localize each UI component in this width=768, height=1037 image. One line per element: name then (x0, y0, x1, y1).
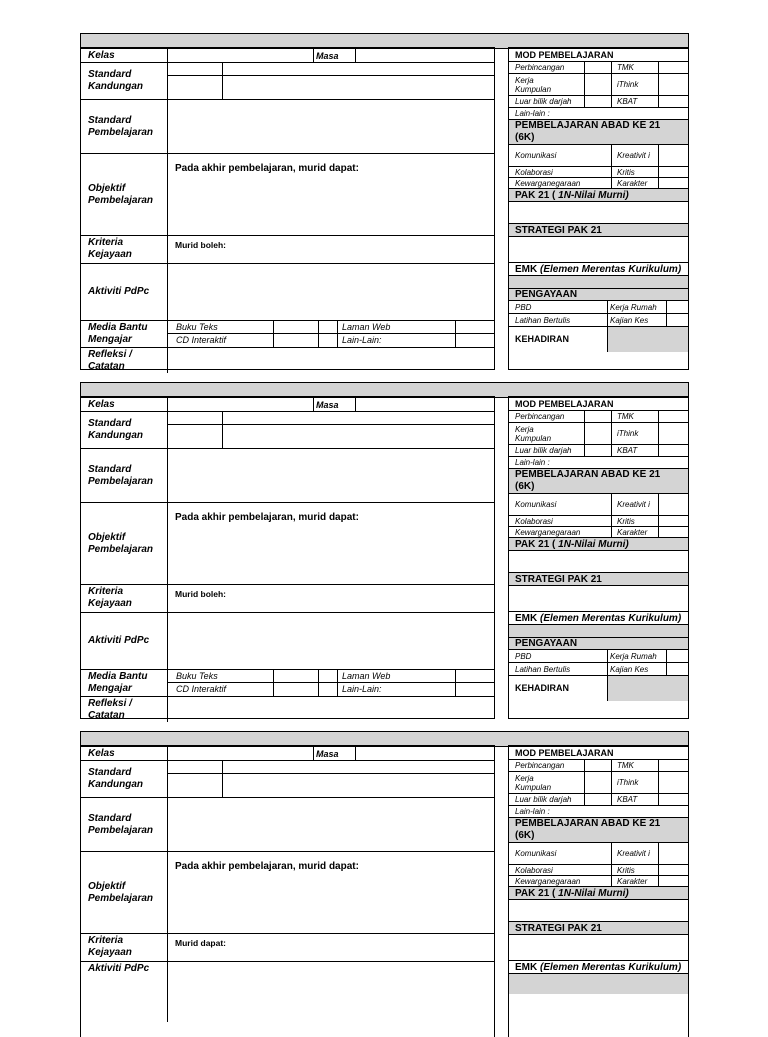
pak21-heading (509, 189, 688, 202)
pengayaan-row-2 (509, 314, 688, 327)
abad21-row-1 (509, 494, 688, 516)
mod-row-1 (509, 411, 688, 423)
media-cd: CD Interaktif (176, 684, 227, 694)
label-media: Media Bantu Mengajar (81, 321, 168, 347)
row-standard-pembelajaran (81, 100, 494, 154)
row-media (81, 670, 494, 697)
emk-heading (509, 612, 688, 625)
mod-row-3 (509, 794, 688, 806)
masa-field[interactable] (356, 747, 494, 760)
opt-pbd[interactable]: PBD (515, 651, 532, 661)
masa-field[interactable] (356, 398, 494, 411)
label-standard-kandungan: Standard Kandungan (81, 412, 168, 448)
strategi-heading: STRATEGI PAK 21 (509, 224, 688, 237)
opt-kolaborasi[interactable]: Kolaborasi (515, 865, 553, 875)
abad21-row-2 (509, 516, 688, 527)
kehadiran-label: KEHADIRAN (515, 683, 569, 693)
aktiviti-field[interactable] (169, 264, 494, 320)
strategi-heading: STRATEGI PAK 21 (509, 573, 688, 586)
pak21-prefix: PAK 21 ( (515, 887, 559, 899)
emk-spacer (509, 276, 688, 289)
mod-row-2 (509, 772, 688, 794)
opt-kbat[interactable]: KBAT (617, 795, 638, 804)
opt-kritis[interactable]: Kritis (617, 516, 635, 526)
opt-ithink[interactable]: iThink (617, 778, 639, 787)
lesson-plan-form-3 (80, 731, 689, 1024)
opt-kewarganegaraan[interactable]: Kewarganegaraan (515, 876, 581, 886)
opt-latihan-bertulis[interactable]: Latihan Bertulis (515, 664, 571, 674)
row-kriteria (81, 934, 494, 962)
opt-komunikasi[interactable]: Komunikasi (515, 500, 557, 509)
label-aktiviti: Aktiviti PdPc (81, 962, 168, 1022)
media-lain: Lain-Lain: (342, 684, 382, 694)
row-aktiviti (81, 613, 494, 670)
label-standard-pembelajaran: Standard Pembelajaran (81, 449, 168, 502)
abad21-row-3 (509, 178, 688, 189)
right-panel (508, 745, 689, 1037)
opt-kerja-kumpulan[interactable]: Kerja Kumpulan (515, 773, 552, 792)
media-laman-web: Laman Web (342, 671, 391, 681)
kelas-field[interactable] (169, 49, 313, 62)
right-panel (508, 47, 689, 370)
pak21-prefix: PAK 21 ( (515, 189, 559, 201)
label-kelas: Kelas (81, 398, 168, 411)
abad21-row-1 (509, 843, 688, 865)
opt-tmk[interactable]: TMK (617, 761, 634, 770)
emk-spacer (509, 974, 688, 994)
media-buku-teks: Buku Teks (176, 671, 218, 681)
abad21-row-2 (509, 865, 688, 876)
refleksi-field[interactable] (169, 697, 494, 722)
row-standard-kandungan (81, 761, 494, 798)
media-lain: Lain-Lain: (342, 335, 382, 345)
opt-perbincangan[interactable]: Perbincangan (515, 412, 565, 421)
right-panel (508, 396, 689, 719)
abad21-row-3 (509, 876, 688, 887)
media-cd: CD Interaktif (176, 335, 227, 345)
standard-kandungan-field[interactable] (223, 412, 494, 448)
label-standard-kandungan: Standard Kandungan (81, 63, 168, 99)
label-standard-pembelajaran: Standard Pembelajaran (81, 100, 168, 153)
lesson-plan-form-2 (80, 382, 689, 720)
kehadiran-row (509, 327, 688, 352)
label-objektif: Objektif Pembelajaran (81, 852, 168, 933)
pak21-heading (509, 538, 688, 551)
label-aktiviti: Aktiviti PdPc (81, 613, 168, 669)
refleksi-field[interactable] (169, 348, 494, 373)
opt-kewarganegaraan[interactable]: Kewarganegaraan (515, 178, 581, 188)
opt-luar-bilik-darjah[interactable]: Luar bilik darjah (515, 446, 572, 455)
emk-italic: (Elemen Merentas Kurikulum) (540, 612, 682, 624)
label-media: Media Bantu Mengajar (81, 670, 168, 696)
opt-ithink[interactable]: iThink (617, 429, 639, 438)
opt-kreativiti[interactable]: Kreativit i (617, 151, 650, 160)
opt-kajian-kes[interactable]: Kajian Kes (610, 664, 649, 674)
pak21-field[interactable] (509, 900, 688, 922)
opt-perbincangan[interactable]: Perbincangan (515, 761, 565, 770)
row-kriteria (81, 236, 494, 264)
standard-pembelajaran-field[interactable] (169, 798, 494, 851)
label-kriteria: Kriteria Kejayaan (81, 236, 168, 263)
label-kelas: Kelas (81, 49, 168, 62)
opt-komunikasi[interactable]: Komunikasi (515, 151, 557, 160)
mod-pembelajaran-heading: MOD PEMBELAJARAN (509, 49, 688, 62)
pak21-heading (509, 887, 688, 900)
mod-pembelajaran-heading: MOD PEMBELAJARAN (509, 747, 688, 760)
opt-tmk[interactable]: TMK (617, 412, 634, 421)
standard-pembelajaran-field[interactable] (169, 100, 494, 153)
lesson-plan-form-1 (80, 33, 689, 371)
row-refleksi (81, 697, 494, 722)
strategi-field[interactable] (509, 586, 688, 612)
abad21-row-3 (509, 527, 688, 538)
opt-kerja-kumpulan[interactable]: Kerja Kumpulan (515, 75, 552, 94)
mod-row-4 (509, 806, 688, 818)
opt-kewarganegaraan[interactable]: Kewarganegaraan (515, 527, 581, 537)
opt-perbincangan[interactable]: Perbincangan (515, 63, 565, 72)
mod-row-4 (509, 108, 688, 120)
strategi-field[interactable] (509, 935, 688, 961)
label-masa: Masa (316, 748, 339, 759)
abad21-row-1 (509, 145, 688, 167)
row-standard-kandungan (81, 63, 494, 100)
media-laman-web: Laman Web (342, 322, 391, 332)
opt-kbat[interactable]: KBAT (617, 446, 638, 455)
opt-kerja-rumah[interactable]: Kerja Rumah (610, 651, 657, 661)
standard-pembelajaran-field[interactable] (169, 449, 494, 502)
label-aktiviti: Aktiviti PdPc (81, 264, 168, 320)
opt-latihan-bertulis[interactable]: Latihan Bertulis (515, 315, 571, 325)
mod-pembelajaran-heading: MOD PEMBELAJARAN (509, 398, 688, 411)
opt-kerja-kumpulan[interactable]: Kerja Kumpulan (515, 424, 552, 443)
aktiviti-field[interactable] (169, 962, 494, 1022)
emk-heading (509, 961, 688, 974)
label-kelas: Kelas (81, 747, 168, 760)
strategi-heading: STRATEGI PAK 21 (509, 922, 688, 935)
mod-row-2 (509, 423, 688, 445)
row-kelas (81, 747, 494, 761)
opt-lain-lain[interactable]: Lain-lain : (515, 109, 550, 118)
row-aktiviti (81, 962, 494, 1022)
opt-kreativiti[interactable]: Kreativit i (617, 500, 650, 509)
objektif-text: Pada akhir pembelajaran, murid dapat: (175, 163, 359, 174)
opt-lain-lain[interactable]: Lain-lain : (515, 458, 550, 467)
pak21-field[interactable] (509, 202, 688, 224)
mod-row-3 (509, 445, 688, 457)
abad21-heading: PEMBELAJARAN ABAD KE 21 (6K) (509, 120, 688, 145)
opt-kolaborasi[interactable]: Kolaborasi (515, 167, 553, 177)
media-buku-teks: Buku Teks (176, 322, 218, 332)
opt-kerja-rumah[interactable]: Kerja Rumah (610, 302, 657, 312)
label-objektif: Objektif Pembelajaran (81, 154, 168, 235)
masa-field[interactable] (356, 49, 494, 62)
row-standard-pembelajaran (81, 798, 494, 852)
opt-kolaborasi[interactable]: Kolaborasi (515, 516, 553, 526)
opt-karakter[interactable]: Karakter (617, 527, 648, 537)
row-standard-pembelajaran (81, 449, 494, 503)
mod-row-4 (509, 457, 688, 469)
pengayaan-row-1 (509, 650, 688, 663)
opt-komunikasi[interactable]: Komunikasi (515, 849, 557, 858)
kelas-field[interactable] (169, 398, 313, 411)
label-masa: Masa (316, 399, 339, 410)
emk-spacer (509, 625, 688, 638)
kehadiran-label: KEHADIRAN (515, 334, 569, 344)
objektif-text: Pada akhir pembelajaran, murid dapat: (175, 861, 359, 872)
opt-kajian-kes[interactable]: Kajian Kes (610, 315, 649, 325)
emk-prefix: EMK (515, 961, 540, 973)
row-objektif (81, 154, 494, 236)
pak21-italic: 1N-Nilai Murni) (558, 887, 629, 899)
kriteria-text: Murid boleh: (175, 589, 226, 599)
emk-prefix: EMK (515, 263, 540, 275)
standard-kandungan-field[interactable] (223, 761, 494, 797)
opt-karakter[interactable]: Karakter (617, 178, 648, 188)
label-kriteria: Kriteria Kejayaan (81, 585, 168, 612)
label-standard-kandungan: Standard Kandungan (81, 761, 168, 797)
pengayaan-row-2 (509, 663, 688, 676)
label-refleksi: Refleksi / Catatan (81, 697, 168, 722)
kriteria-text: Murid dapat: (175, 938, 226, 948)
left-panel (80, 396, 495, 719)
mod-row-2 (509, 74, 688, 96)
pak21-prefix: PAK 21 ( (515, 538, 559, 550)
row-kelas (81, 49, 494, 63)
pak21-field[interactable] (509, 551, 688, 573)
abad21-heading: PEMBELAJARAN ABAD KE 21 (6K) (509, 469, 688, 494)
objektif-text: Pada akhir pembelajaran, murid dapat: (175, 512, 359, 523)
abad21-heading: PEMBELAJARAN ABAD KE 21 (6K) (509, 818, 688, 843)
pengayaan-heading: PENGAYAAN (509, 638, 688, 650)
kelas-field[interactable] (169, 747, 313, 760)
opt-pbd[interactable]: PBD (515, 302, 532, 312)
emk-italic: (Elemen Merentas Kurikulum) (540, 263, 682, 275)
label-refleksi: Refleksi / Catatan (81, 348, 168, 373)
left-panel (80, 745, 495, 1037)
label-masa: Masa (316, 50, 339, 61)
opt-luar-bilik-darjah[interactable]: Luar bilik darjah (515, 795, 572, 804)
label-objektif: Objektif Pembelajaran (81, 503, 168, 584)
opt-kritis[interactable]: Kritis (617, 167, 635, 177)
aktiviti-field[interactable] (169, 613, 494, 669)
left-panel (80, 47, 495, 370)
row-kriteria (81, 585, 494, 613)
opt-ithink[interactable]: iThink (617, 80, 639, 89)
row-media (81, 321, 494, 348)
pak21-italic: 1N-Nilai Murni) (558, 189, 629, 201)
kriteria-text: Murid boleh: (175, 240, 226, 250)
pak21-italic: 1N-Nilai Murni) (558, 538, 629, 550)
abad21-row-2 (509, 167, 688, 178)
kehadiran-row (509, 676, 688, 701)
row-objektif (81, 503, 494, 585)
pengayaan-row-1 (509, 301, 688, 314)
emk-italic: (Elemen Merentas Kurikulum) (540, 961, 682, 973)
standard-kandungan-field[interactable] (223, 63, 494, 99)
mod-row-3 (509, 96, 688, 108)
opt-karakter[interactable]: Karakter (617, 876, 648, 886)
row-objektif (81, 852, 494, 934)
row-kelas (81, 398, 494, 412)
row-refleksi (81, 348, 494, 373)
opt-kritis[interactable]: Kritis (617, 865, 635, 875)
mod-row-1 (509, 62, 688, 74)
opt-kreativiti[interactable]: Kreativit i (617, 849, 650, 858)
emk-prefix: EMK (515, 612, 540, 624)
row-standard-kandungan (81, 412, 494, 449)
label-standard-pembelajaran: Standard Pembelajaran (81, 798, 168, 851)
emk-heading (509, 263, 688, 276)
strategi-field[interactable] (509, 237, 688, 263)
opt-kbat[interactable]: KBAT (617, 97, 638, 106)
row-aktiviti (81, 264, 494, 321)
mod-row-1 (509, 760, 688, 772)
label-kriteria: Kriteria Kejayaan (81, 934, 168, 961)
opt-lain-lain[interactable]: Lain-lain : (515, 807, 550, 816)
pengayaan-heading: PENGAYAAN (509, 289, 688, 301)
opt-tmk[interactable]: TMK (617, 63, 634, 72)
opt-luar-bilik-darjah[interactable]: Luar bilik darjah (515, 97, 572, 106)
